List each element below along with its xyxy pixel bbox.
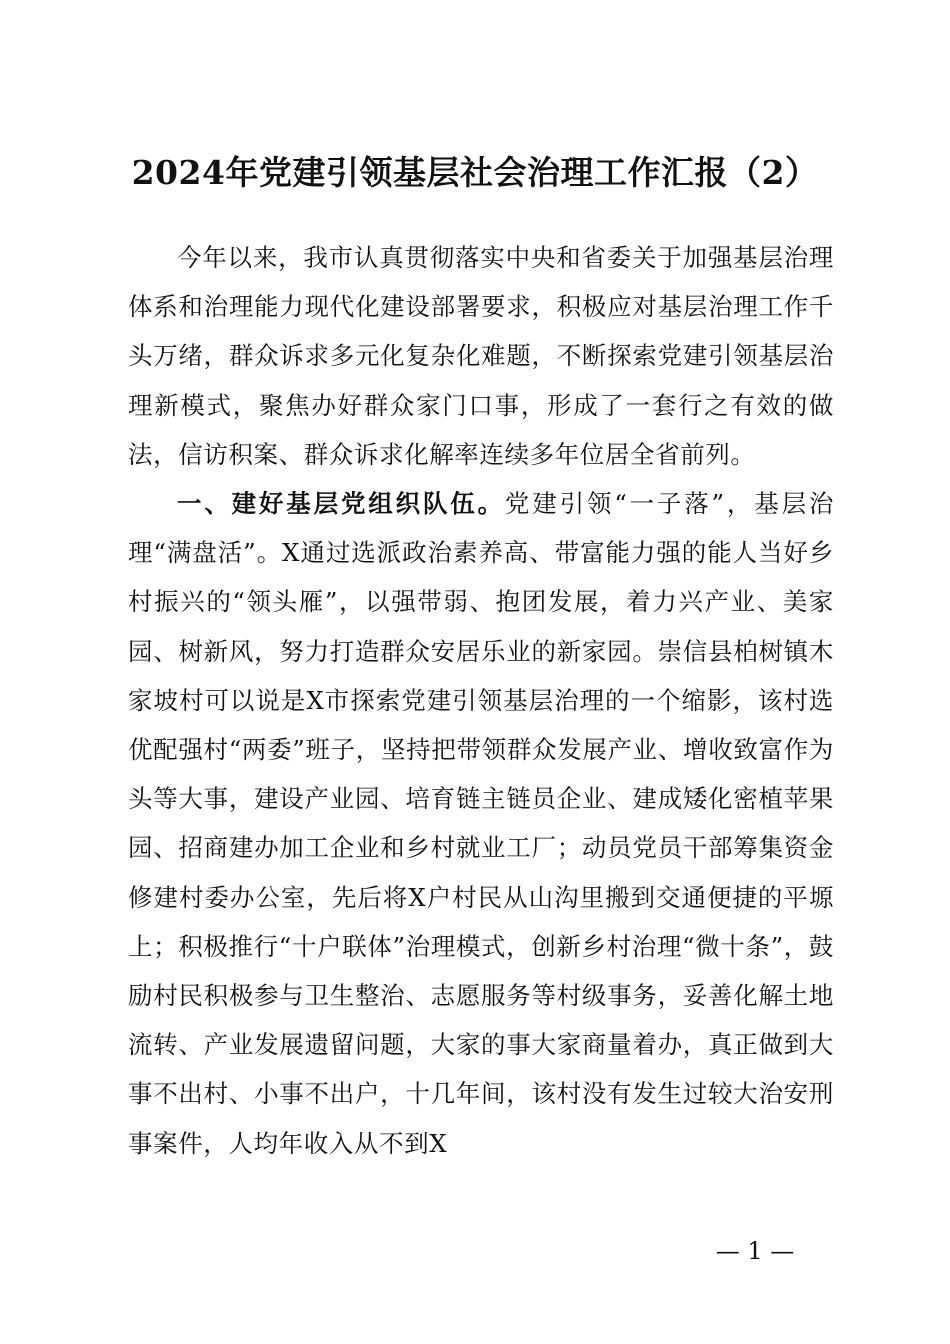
- paragraph-intro-text: 今年以来，我市认真贯彻落实中央和省委关于加强基层治理体系和治理能力现代化建设部署要求，积极应对基层治理工作千头万绪，群众诉求多元化复杂化难题，不断探索党建引领基层治理新模式，聚焦办好群众家门口事，形成了一套行之有效的做法，信访积案、群众诉求化解率连续多年位居全省前列。: [128, 243, 834, 469]
- section-1-heading: 一、建好基层党组织队伍。: [177, 489, 505, 519]
- page-number: — 1 —: [715, 1237, 795, 1265]
- document-body: [128, 233, 834, 1168]
- paragraph-section-1-text: 党建引领“一子落”，基层治理“满盘活”。X通过选派政治素养高、带富能力强的能人当好乡村振兴的“领头雁”，以强带弱、抱团发展，着力兴产业、美家园、树新风，努力打造群众安居乐业的新家园。崇信县柏树镇木家坡村可以说是X市探索党建引领基层治理的一个缩影，该村选优配强村“两委”班子，坚持把带领群众发展产业、增收致富作为头等大事，建设产业园、培育链主链员企业、建成矮化密植苹果园、招商建办加工企业和乡村就业工厂；动员党员干部筹集资金修建村委办公室，先后将X户村民从山沟里搬到交通便捷的平塬上；积极推行“十户联体”治理模式，创新乡村治理“微十条”，鼓励村民积极参与卫生整治、志愿服务等村级事务，妥善化解土地流转、产业发展遗留问题，大家的事大家商量着办，真正做到大事不出村、小事不出户，十几年间，该村没有发生过较大治安刑事案件，人均年收入从不到X: [128, 489, 834, 1158]
- paragraph-section-1: [128, 479, 834, 1168]
- document-title: 2024年党建引领基层社会治理工作汇报（2）: [131, 153, 819, 192]
- paragraph-intro: [128, 233, 834, 479]
